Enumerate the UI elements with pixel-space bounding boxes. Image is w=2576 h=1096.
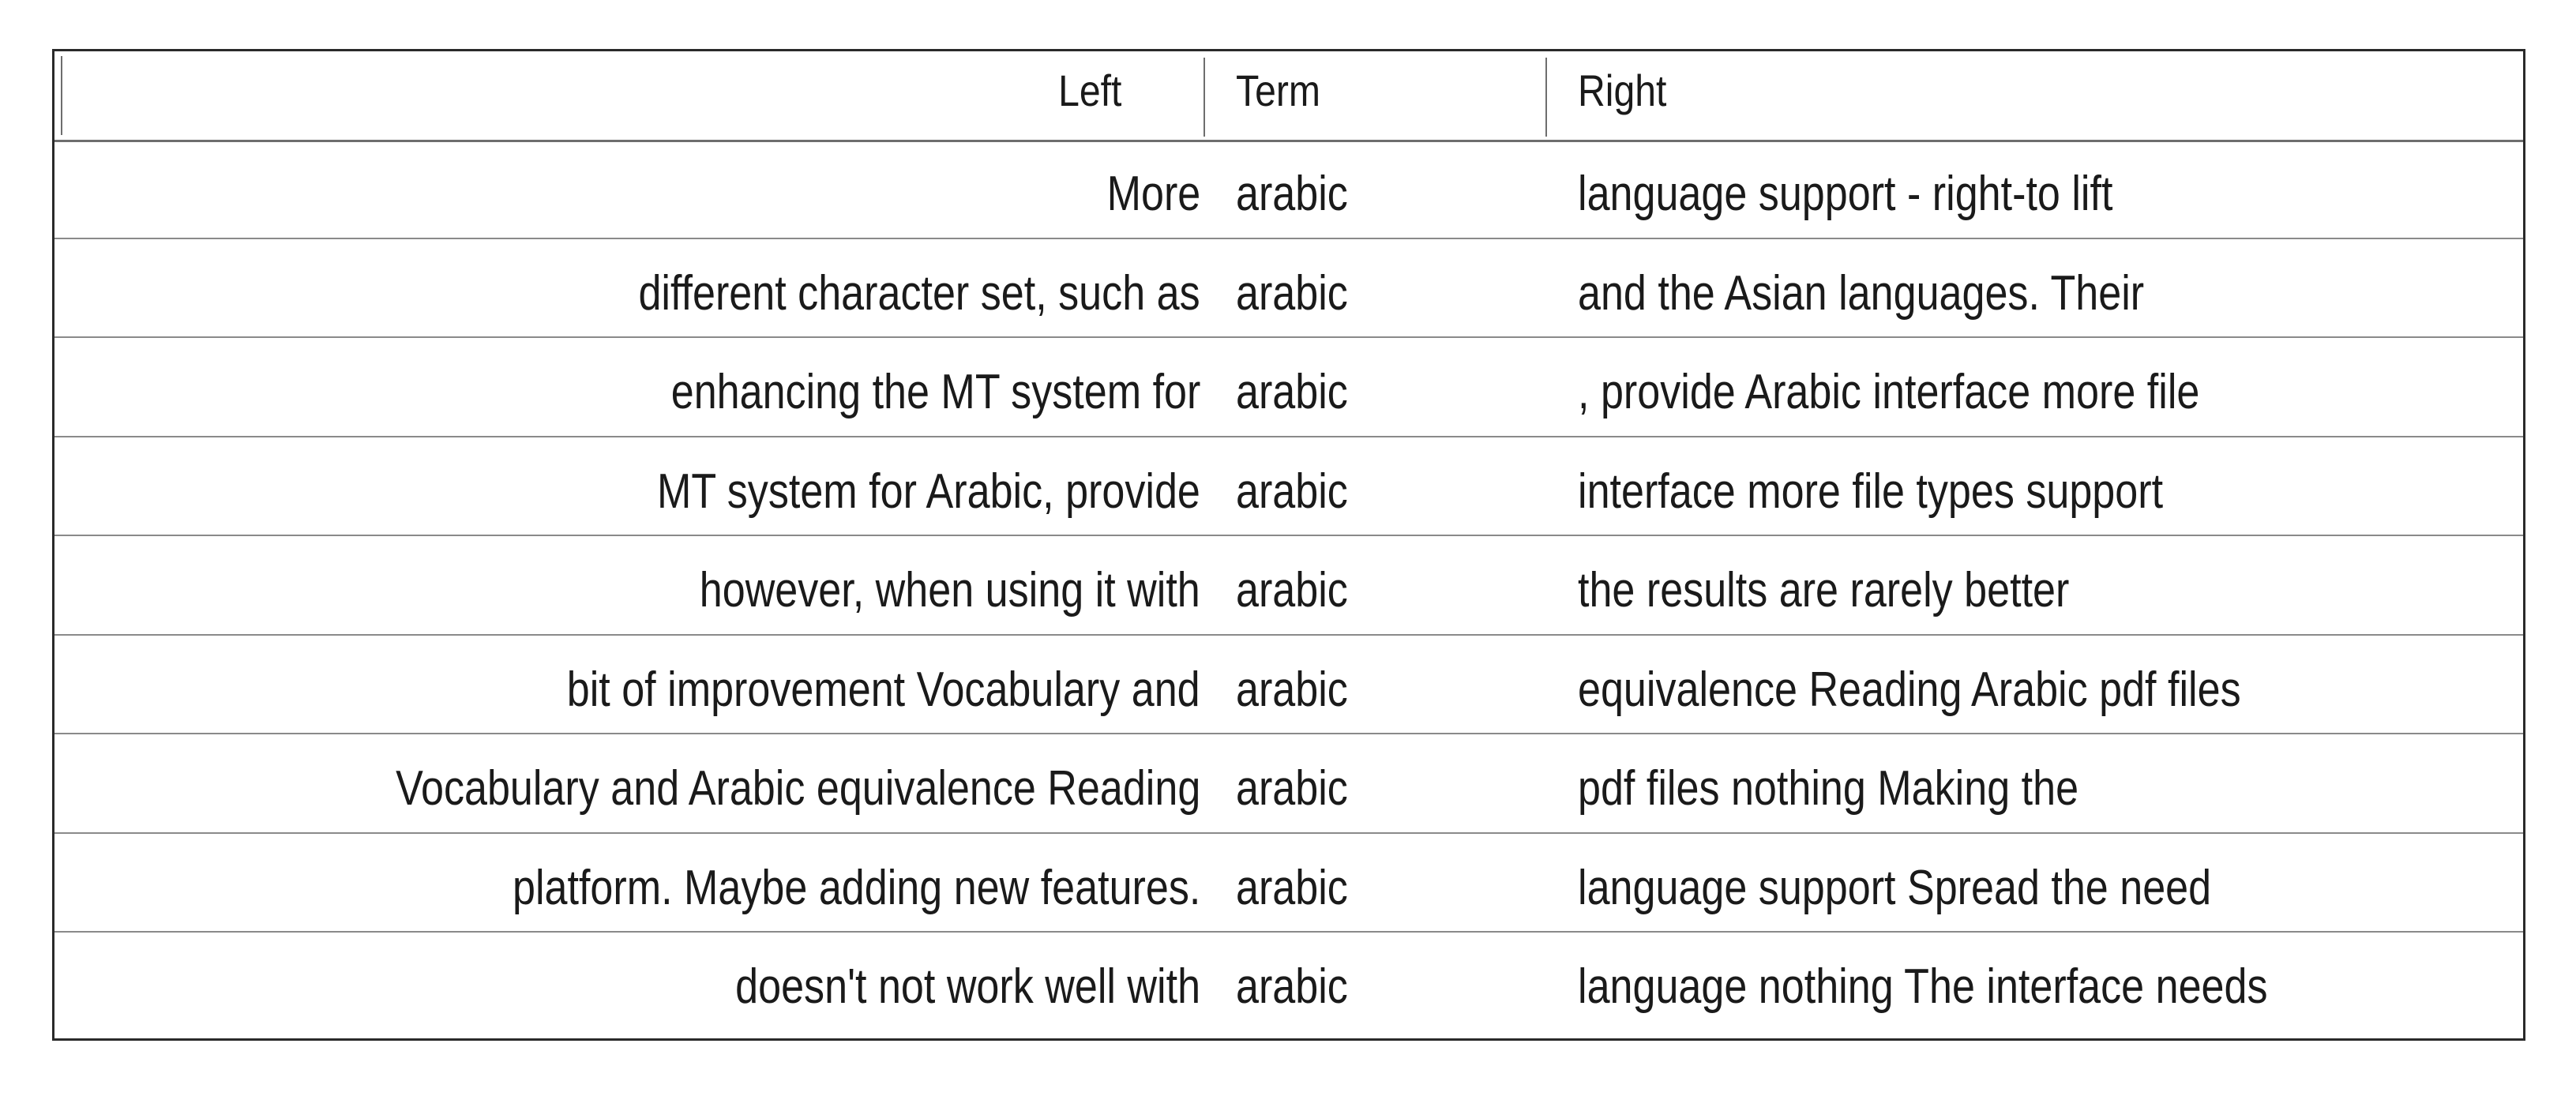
term-cell: arabic	[1236, 860, 1348, 915]
header-divider-term	[1204, 58, 1205, 137]
left-context: More	[1106, 167, 1200, 221]
table-row	[54, 933, 2523, 1032]
table-row	[54, 140, 2523, 239]
table-body	[54, 140, 2523, 1032]
term-cell: arabic	[1236, 464, 1348, 519]
right-context: interface more file types support	[1578, 464, 2164, 519]
header-right: Right	[1578, 66, 1667, 115]
header-left-border	[61, 56, 62, 135]
table-row	[54, 834, 2523, 933]
right-context: pdf files nothing Making the	[1578, 761, 2079, 816]
table-row	[54, 536, 2523, 636]
left-context: Vocabulary and Arabic equivalence Reading	[395, 761, 1200, 816]
term-cell: arabic	[1236, 365, 1348, 419]
left-context: platform. Maybe adding new features.	[512, 860, 1200, 915]
right-context: equivalence Reading Arabic pdf files	[1578, 662, 2241, 717]
left-context: however, when using it with	[700, 563, 1200, 617]
term-cell: arabic	[1236, 563, 1348, 617]
left-context: doesn't not work well with	[735, 959, 1200, 1014]
table-row	[54, 437, 2523, 537]
table-row	[54, 734, 2523, 834]
right-context: language support - right-to lift	[1578, 167, 2113, 221]
table-row	[54, 239, 2523, 339]
left-context: different character set, such as	[638, 265, 1200, 321]
left-context: enhancing the MT system for	[670, 365, 1200, 419]
left-context: MT system for Arabic, provide	[657, 464, 1200, 519]
term-cell: arabic	[1236, 761, 1348, 816]
right-context: language support Spread the need	[1578, 860, 2212, 915]
header-left: Left	[1057, 66, 1121, 115]
table-row	[54, 636, 2523, 735]
term-cell: arabic	[1236, 167, 1348, 221]
term-cell: arabic	[1236, 662, 1348, 717]
term-cell: arabic	[1236, 265, 1348, 321]
term-cell: arabic	[1236, 959, 1348, 1014]
right-context: the results are rarely better	[1578, 563, 2070, 617]
right-context: and the Asian languages. Their	[1578, 265, 2145, 321]
header-term: Term	[1236, 66, 1321, 115]
header-divider-right	[1545, 58, 1547, 137]
right-context: language nothing The interface needs	[1578, 959, 2268, 1014]
right-context: , provide Arabic interface more file	[1578, 365, 2200, 419]
table-header-row	[54, 51, 2523, 142]
left-context: bit of improvement Vocabulary and	[567, 662, 1200, 717]
concordance-table	[52, 49, 2525, 1041]
table-row	[54, 338, 2523, 437]
